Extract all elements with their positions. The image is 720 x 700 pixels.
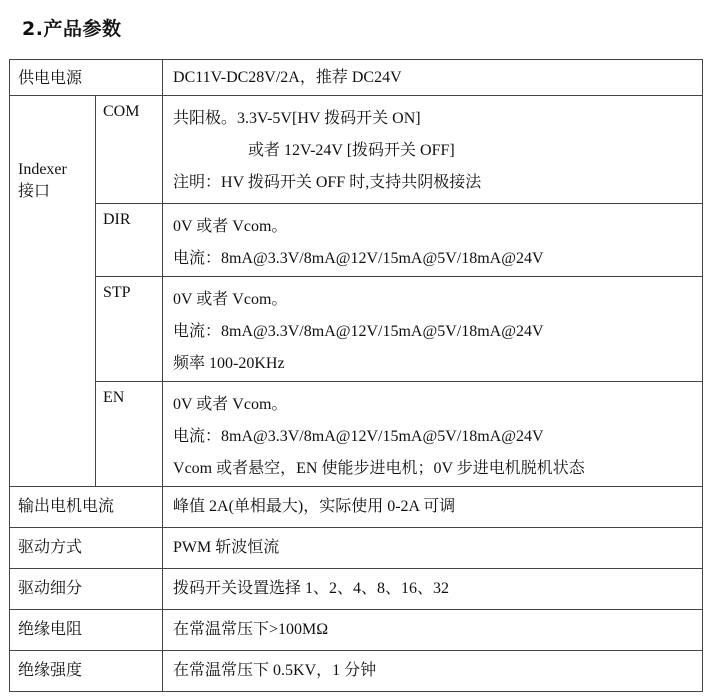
table-row-power xyxy=(10,60,703,96)
table-row xyxy=(10,610,703,651)
stp-value-cell xyxy=(163,277,703,382)
indexer-label-cell xyxy=(10,96,96,487)
table-row xyxy=(10,528,703,569)
row-label-cell xyxy=(10,487,163,528)
com-name: COM xyxy=(103,103,140,120)
com-line-2: 或者 12V-24V [拨码开关 OFF] xyxy=(248,142,455,159)
en-line-1: 0V 或者 Vcom。 xyxy=(173,396,288,413)
power-label-cell xyxy=(10,60,163,96)
table-row xyxy=(10,487,703,528)
table-row xyxy=(10,569,703,610)
dir-value-cell xyxy=(163,204,703,277)
row-label-cell xyxy=(10,569,163,610)
en-value-cell xyxy=(163,382,703,487)
table-row-stp xyxy=(10,277,703,382)
row-value-cell xyxy=(163,528,703,569)
en-line-3: Vcom 或者悬空，EN 使能步进电机；0V 步进电机脱机状态 xyxy=(173,460,585,477)
power-value: DC11V-DC28V/2A，推荐 DC24V xyxy=(173,69,402,86)
section-title: 2.产品参数 xyxy=(22,18,122,40)
insulation-strength-value: 在常温常压下 0.5KV，1 分钟 xyxy=(173,662,377,679)
dir-name-cell xyxy=(96,204,163,277)
dir-line-1: 0V 或者 Vcom。 xyxy=(173,218,288,235)
com-line-3: 注明：HV 拨码开关 OFF 时,支持共阴极接法 xyxy=(173,174,482,191)
insulation-resistance-value: 在常温常压下>100MΩ xyxy=(173,621,329,638)
en-name: EN xyxy=(103,389,125,406)
row-label-cell xyxy=(10,610,163,651)
row-value-cell xyxy=(163,569,703,610)
dir-line-2: 电流：8mA@3.3V/8mA@12V/15mA@5V/18mA@24V xyxy=(173,250,544,267)
com-name-cell xyxy=(96,96,163,204)
table-row-dir xyxy=(10,204,703,277)
stp-line-1: 0V 或者 Vcom。 xyxy=(173,291,288,308)
drive-mode-label: 驱动方式 xyxy=(18,539,83,556)
drive-mode-value: PWM 斩波恒流 xyxy=(173,539,280,556)
stp-line-2: 电流：8mA@3.3V/8mA@12V/15mA@5V/18mA@24V xyxy=(173,323,544,340)
spec-table xyxy=(9,59,703,692)
com-value-cell xyxy=(163,96,703,204)
insulation-strength-label: 绝缘强度 xyxy=(18,662,83,679)
insulation-resistance-label: 绝缘电阻 xyxy=(18,621,83,638)
indexer-label-line2: 接口 xyxy=(18,183,51,200)
en-name-cell xyxy=(96,382,163,487)
row-label-cell xyxy=(10,651,163,692)
power-value-cell xyxy=(163,60,703,96)
table-row-com xyxy=(10,96,703,204)
row-value-cell xyxy=(163,610,703,651)
dir-name: DIR xyxy=(103,211,131,228)
com-line-1: 共阳极。3.3V-5V[HV 拨码开关 ON] xyxy=(173,110,421,127)
motor-current-label: 输出电机电流 xyxy=(18,498,115,515)
stp-line-3: 频率 100-20KHz xyxy=(173,355,285,372)
row-value-cell xyxy=(163,487,703,528)
en-line-2: 电流：8mA@3.3V/8mA@12V/15mA@5V/18mA@24V xyxy=(173,428,544,445)
indexer-label-line1: Indexer xyxy=(18,161,67,178)
motor-current-value: 峰值 2A(单相最大)，实际使用 0-2A 可调 xyxy=(173,498,456,515)
stp-name: STP xyxy=(103,284,131,301)
microstep-value: 拨码开关设置选择 1、2、4、8、16、32 xyxy=(173,580,450,597)
row-value-cell xyxy=(163,651,703,692)
row-label-cell xyxy=(10,528,163,569)
table-row-en xyxy=(10,382,703,487)
power-label: 供电电源 xyxy=(18,70,83,87)
table-row xyxy=(10,651,703,692)
stp-name-cell xyxy=(96,277,163,382)
microstep-label: 驱动细分 xyxy=(18,580,83,597)
